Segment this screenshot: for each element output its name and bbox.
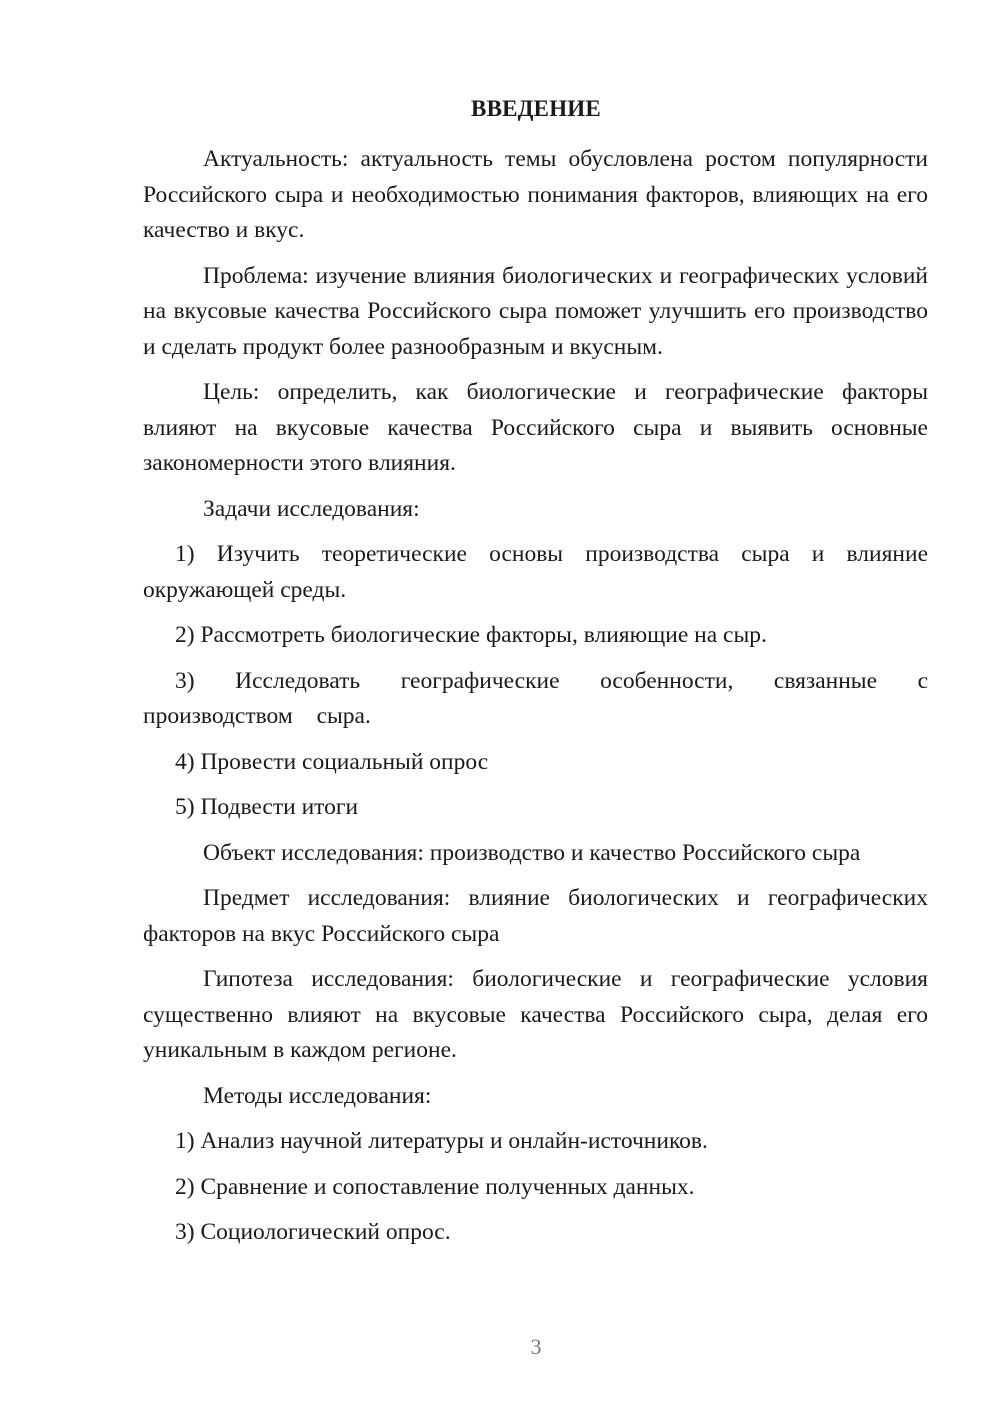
- method-item-1: 1) Анализ научной литературы и онлайн-источников.: [175, 1128, 708, 1154]
- document-body: [143, 142, 928, 1261]
- page-number: 3: [530, 1334, 542, 1359]
- method-item-2: 2) Сравнение и сопоставление полученных данных.: [175, 1173, 695, 1200]
- problem-paragraph: Проблема: изучение влияния биологических и географических условий на вкусовые качества Российского сыра поможет улучшить его производство и сделать продукт более разнообразным и вкусным.: [143, 262, 928, 360]
- methods-heading: Методы исследования:: [203, 1082, 432, 1109]
- tasks-heading: Задачи исследования:: [203, 495, 420, 522]
- hypothesis-paragraph: Гипотеза исследования: биологические и географические условия существенно влияют на вкусовые качества Российского сыра, делая его уникальным в каждом регионе.: [143, 966, 928, 1063]
- task-item-1: 1) Изучить теоретические основы производства сыра и влияние окружающей среды.: [143, 541, 928, 603]
- goal-paragraph: Цель: определить, как биологические и географические факторы влияют на вкусовые качества Российского сыра и выявить основные закономерности этого влияния.: [143, 379, 928, 476]
- task-item-5: 5) Подвести итоги: [175, 794, 359, 820]
- subject-paragraph: Предмет исследования: влияние биологических и географических факторов на вкус Российского сыра: [143, 885, 928, 947]
- task-item-4: 4) Провести социальный опрос: [175, 748, 489, 775]
- object-paragraph: Объект исследования: производство и качество Российского сыра: [203, 839, 861, 866]
- relevance-paragraph: Актуальность: актуальность темы обусловлена ростом популярности Российского сыра и необходимостью понимания факторов, влияющих на его качество и вкус.: [143, 146, 928, 243]
- method-item-3: 3) Социологический опрос.: [175, 1219, 451, 1245]
- page-title: ВВЕДЕНИЕ: [471, 96, 601, 121]
- task-item-2: 2) Рассмотреть биологические факторы, влияющие на сыр.: [175, 622, 767, 648]
- task-item-3: 3) Исследовать географические особенности, связанные с производством сыра.: [143, 667, 928, 729]
